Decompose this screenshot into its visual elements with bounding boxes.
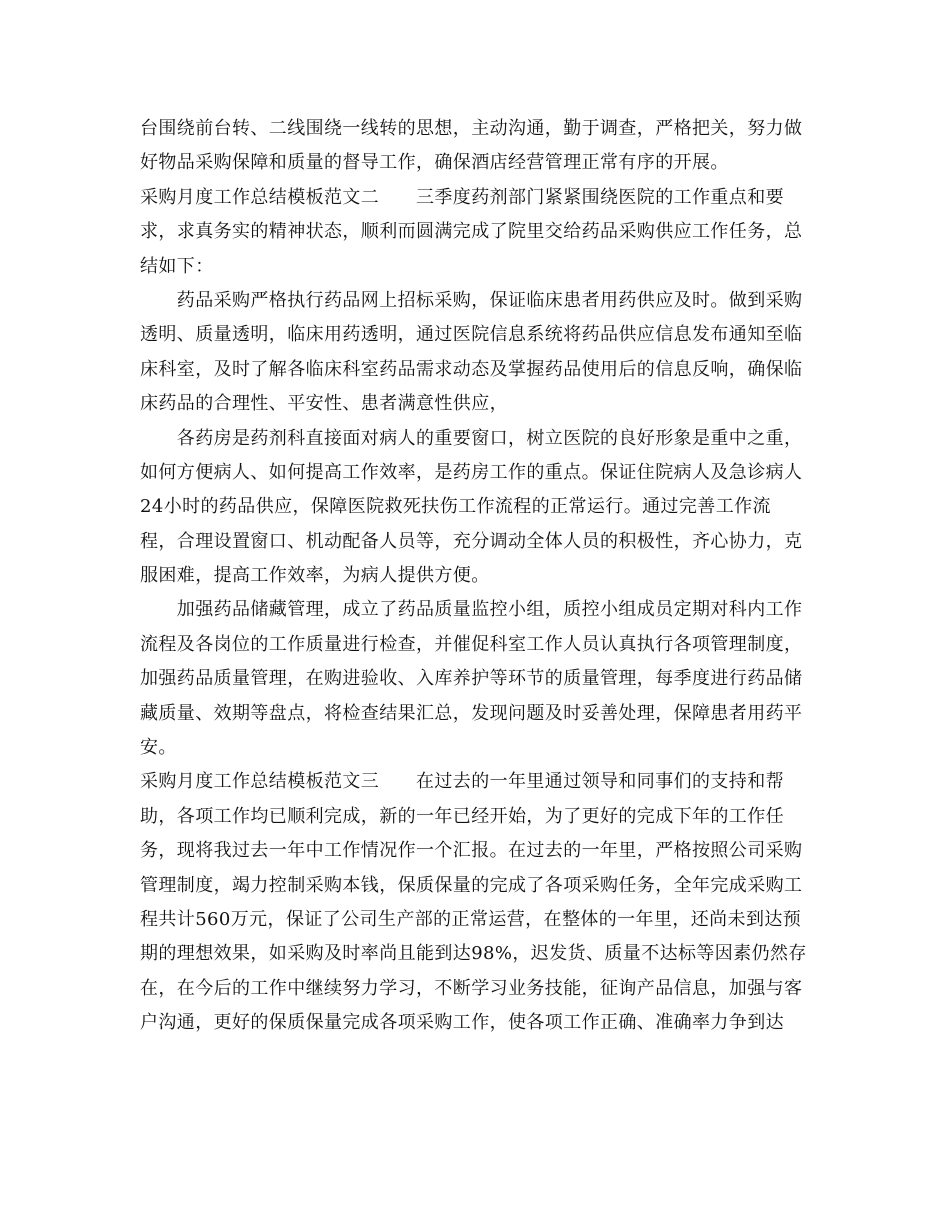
text-line: 户沟通，更好的保质保量完成各项采购工作，使各项工作正确、准确率力争到达 <box>140 1012 784 1034</box>
text-line: 程，合理设置窗口、机动配备人员等，充分调动全体人员的积极性，齐心协力，克 <box>140 530 803 552</box>
text-line: 流程及各岗位的工作质量进行检查，并催促科室工作人员认真执行各项管理制度， <box>140 633 803 655</box>
text-line: 如何方便病人、如何提高工作效率，是药房工作的重点。保证住院病人及急诊病人 <box>140 461 803 483</box>
section-heading-line: 采购月度工作总结模板范文二 三季度药剂部门紧紧围绕医院的工作重点和要 <box>140 186 784 208</box>
text-line: 透明、质量透明，临床用药透明，通过医院信息系统将药品供应信息发布通知至临 <box>140 324 803 346</box>
text-line: 藏质量、效期等盘点，将检查结果汇总，发现问题及时妥善处理，保障患者用药平 <box>140 702 803 724</box>
section-heading-line: 采购月度工作总结模板范文三 在过去的一年里通过领导和同事们的支持和帮 <box>140 771 784 793</box>
text-line: 助，各项工作均已顺利完成，新的一年已经开始，为了更好的完成下年的工作任 <box>140 805 784 827</box>
text-line: 务，现将我过去一年中工作情况作一个汇报。在过去的一年里，严格按照公司采购 <box>140 840 803 862</box>
text-line: 管理制度，竭力控制采购本钱，保质保量的完成了各项采购任务，全年完成采购工 <box>140 874 803 896</box>
paragraph-start-line: 各药房是药剂科直接面对病人的重要窗口，树立医院的良好形象是重中之重， <box>140 427 803 449</box>
text-line: 好物品采购保障和质量的督导工作，确保酒店经营管理正常有序的开展。 <box>140 152 729 174</box>
text-line: 期的理想效果，如采购及时率尚且能到达98%，迟发货、质量不达标等因素仍然存 <box>140 943 807 965</box>
text-line: 求，求真务实的精神状态，顺利而圆满完成了院里交给药品采购供应工作任务，总 <box>140 221 803 243</box>
text-line: 程共计560万元，保证了公司生产部的正常运营，在整体的一年里，还尚未到达预 <box>140 908 802 930</box>
document-body <box>140 112 820 1041</box>
text-line: 床药品的合理性、平安性、患者满意性供应， <box>140 393 508 415</box>
text-line: 床科室，及时了解各临床科室药品需求动态及掌握药品使用后的信息反响，确保临 <box>140 358 803 380</box>
text-line: 服困难，提高工作效率，为病人提供方便。 <box>140 565 490 587</box>
paragraph-start-line: 加强药品储藏管理，成立了药品质量监控小组，质控小组成员定期对科内工作 <box>140 599 803 621</box>
text-line: 24小时的药品供应，保障医院救死扶伤工作流程的正常运行。通过完善工作流 <box>140 496 771 518</box>
text-line: 在，在今后的工作中继续努力学习，不断学习业务技能，征询产品信息，加强与客 <box>140 977 803 999</box>
text-line: 加强药品质量管理，在购进验收、入库养护等环节的质量管理，每季度进行药品储 <box>140 668 803 690</box>
text-line: 安。 <box>140 737 177 759</box>
text-line: 结如下： <box>140 255 214 277</box>
paragraph-start-line: 药品采购严格执行药品网上招标采购，保证临床患者用药供应及时。做到采购 <box>140 289 803 311</box>
text-line: 台围绕前台转、二线围绕一线转的思想，主动沟通，勤于调查，严格把关，努力做 <box>140 118 803 139</box>
